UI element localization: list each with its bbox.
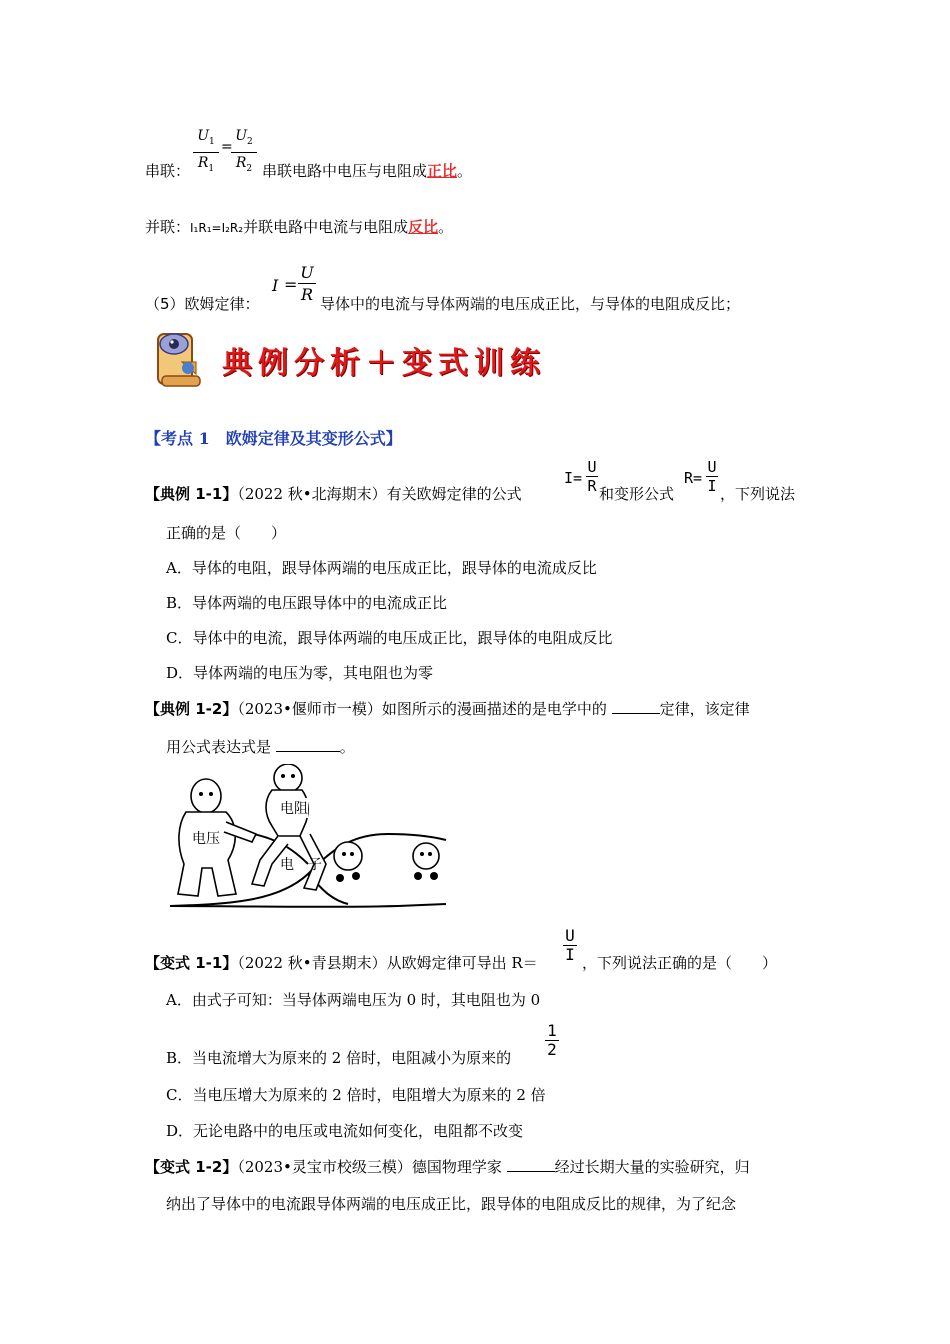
q1-1-line2: 正确的是（ ） <box>166 524 287 542</box>
q1-1-tail: ，下列说法 <box>720 485 796 503</box>
v1-1-option-c[interactable]: C．当电压增大为原来的 2 倍时，电阻增大为原来的 2 倍 <box>166 1086 546 1104</box>
q1-1-option-a[interactable]: A．导体的电阻，跟导体两端的电压成正比，跟导体的电流成反比 <box>166 559 597 577</box>
scroll-eye-icon <box>152 328 206 388</box>
series-label: 串联： <box>145 162 191 180</box>
v1-2-blank[interactable] <box>507 1171 555 1172</box>
v1-2-line1: 【变式 1-2】（2023•灵宝市校级三模）德国物理学家 经过长期大量的实验研究，归 <box>145 1158 750 1176</box>
parallel-line: 并联：I₁R₁=I₂R₂并联电路中电流与电阻成反比。 <box>145 218 454 236</box>
v1-1-tail: ，下列说法正确的是（ ） <box>582 954 778 972</box>
ohm-law-label: （5）欧姆定律： <box>145 295 260 313</box>
q1-1-option-c[interactable]: C．导体中的电流，跟导体两端的电压成正比，跟导体的电阻成反比 <box>166 629 613 647</box>
q1-2-line2: 用公式表达式是 。 <box>166 738 355 756</box>
ohm-cartoon <box>168 764 448 910</box>
parallel-formula: I₁R₁=I₂R₂ <box>190 221 244 235</box>
v1-1-formula: $\frac{U}{I}$ <box>563 927 577 964</box>
q1-1-option-d[interactable]: D．导体两端的电压为零，其电阻也为零 <box>166 664 434 682</box>
ohm-law-formula: I = $\frac{U}{R}$ <box>272 262 320 308</box>
parallel-emphasis: 反比 <box>408 218 439 236</box>
cartoon-label-voltage: 电压 <box>192 828 220 848</box>
v1-2-line2: 纳出了导体中的电流跟导体两端的电压成正比，跟导体的电阻成反比的规律，为了纪念 <box>166 1195 737 1213</box>
banner-title: 典例分析＋变式训练 <box>222 346 546 381</box>
q1-2-line1: 【典例 1-2】（2023•偃师市一模）如图所示的漫画描述的是电学中的 定律，该定律 <box>145 700 750 718</box>
q1-1-formula-r: R= $\frac{U}{I}$ <box>684 458 717 495</box>
ohm-law-description: 导体中的电流与导体两端的电压成正比，与导体的电阻成反比； <box>320 295 741 313</box>
q1-2-blank-1[interactable] <box>612 713 660 714</box>
q1-1-formula-i: I= $\frac{U}{R}$ <box>564 458 597 495</box>
cartoon-label-electron: 电 子 <box>280 857 322 873</box>
q1-2-blank-2[interactable] <box>276 751 340 752</box>
v1-1-option-a[interactable]: A．由式子可知：当导体两端电压为 0 时，其电阻也为 0 <box>166 991 541 1009</box>
kaodian-title: 【考点 1 欧姆定律及其变形公式】 <box>145 429 402 448</box>
v1-1-option-b-fraction: $\frac{1}{2}$ <box>545 1022 559 1059</box>
v1-1-option-d[interactable]: D．无论电路中的电压或电流如何变化，电阻都不改变 <box>166 1122 524 1140</box>
series-description: 串联电路中电压与电阻成正比。 <box>262 162 473 180</box>
q1-1-line1: 【典例 1-1】（2022 秋•北海期末）有关欧姆定律的公式 <box>145 485 522 503</box>
v1-1-line1: 【变式 1-1】（2022 秋•青县期末）从欧姆定律可导出 R＝ <box>145 954 538 972</box>
q1-1-option-b[interactable]: B．导体两端的电压跟导体中的电流成正比 <box>166 594 448 612</box>
q1-1-mid: 和变形公式 <box>599 485 675 503</box>
series-formula: $\frac{U_1}{R_1}$ = $\frac{U_2}{R_2}$ <box>193 126 261 178</box>
v1-1-option-b[interactable]: B．当电流增大为原来的 2 倍时，电阻减小为原来的 <box>166 1049 512 1067</box>
cartoon-label-resistance: 电阻 <box>280 798 308 818</box>
series-emphasis: 正比 <box>427 162 458 180</box>
